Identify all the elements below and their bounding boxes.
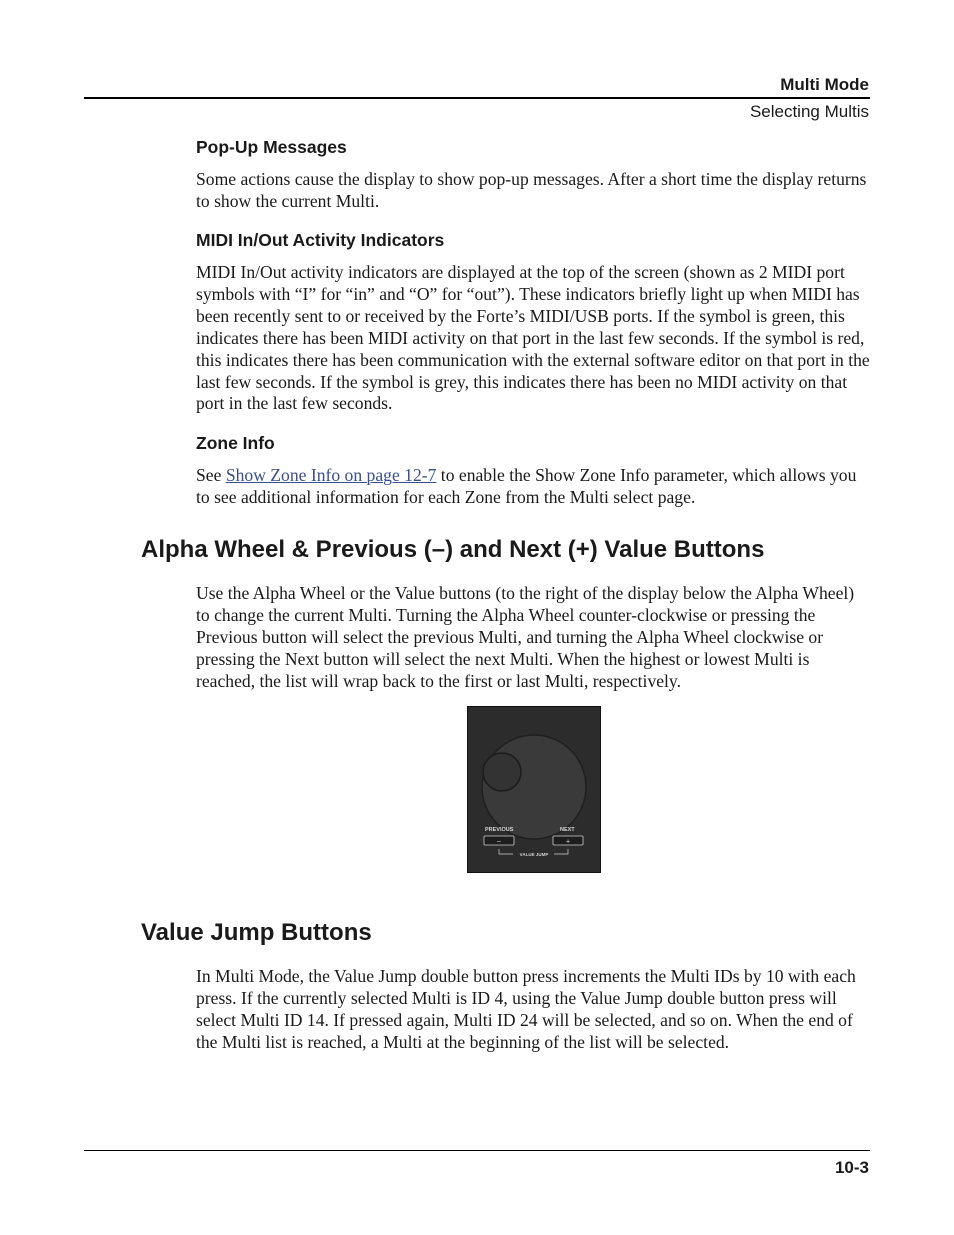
alpha-wheel-dimple: [483, 753, 521, 791]
plus-icon: +: [565, 838, 571, 846]
minus-icon: –: [497, 838, 501, 846]
zone-body: [196, 465, 870, 509]
page-number: 10-3: [834, 1158, 869, 1177]
section-title: Selecting Multis: [749, 102, 869, 121]
alpha-wheel-figure: [467, 706, 601, 873]
footer-rule: [84, 1150, 870, 1151]
show-zone-info-link[interactable]: Show Zone Info on page 12-7: [225, 465, 437, 485]
alpha-wheel-body: Use the Alpha Wheel or the Value buttons (to the right of the display below the Alpha Wheel) to change the current Multi. Turning the Alpha Wheel counter-clockwise or pressing the Previous button will select the previous Multi, and turning the Alpha Wheel clockwise or pressing the Next button will select the next Multi. When the highest or lowest Multi is reached, the list will wrap back to the first or last Multi, respectively.: [196, 583, 855, 691]
value-jump-label: VALUE JUMP: [519, 852, 549, 857]
value-jump-body: In Multi Mode, the Value Jump double button press increments the Multi IDs by 10 with each press. If the currently selected Multi is ID 4, using the Value Jump double button press will select Multi ID 14. If pressed again, Multi ID 24 will be selected, and so on. When the end of the Multi list is reached, a Multi at the beginning of the list will be selected.: [196, 966, 856, 1052]
value-jump-bracket-right: [554, 849, 568, 854]
zone-heading: Zone Info: [196, 433, 275, 453]
midi-heading: MIDI In/Out Activity Indicators: [196, 230, 445, 250]
next-button[interactable]: [553, 836, 583, 846]
previous-label: PREVIOUS: [485, 827, 514, 833]
zone-body-before: See: [196, 465, 226, 485]
header-rule: [84, 97, 870, 99]
zone-body-after: to enable the Show Zone Info parameter, which allows you to see additional information for each Zone from the Multi select page.: [196, 465, 857, 507]
midi-body: MIDI In/Out activity indicators are displayed at the top of the screen (shown as 2 MIDI port symbols with “I” for “in” and “O” for “out”). These indicators briefly light up when MIDI has been recently sent to or received by the Forte’s MIDI/USB ports. If the symbol is green, this indicates there has been MIDI activity on that port in the last few seconds. If the symbol is red, this indicates there has been communication with the external software editor on that port in the last few seconds. If the symbol is grey, this indicates there has been no MIDI activity on that port in the last few seconds.: [196, 262, 870, 414]
value-jump-heading: Value Jump Buttons: [141, 919, 372, 946]
popup-heading: Pop-Up Messages: [196, 137, 347, 157]
alpha-wheel-heading: Alpha Wheel & Previous (–) and Next (+) Value Buttons: [141, 536, 765, 563]
previous-button[interactable]: [484, 836, 514, 846]
value-jump-bracket-left: [499, 849, 513, 854]
popup-body: Some actions cause the display to show pop-up messages. After a short time the display returns to show the current Multi.: [196, 169, 867, 211]
next-label: NEXT: [560, 827, 575, 833]
chapter-title: Multi Mode: [780, 75, 869, 94]
